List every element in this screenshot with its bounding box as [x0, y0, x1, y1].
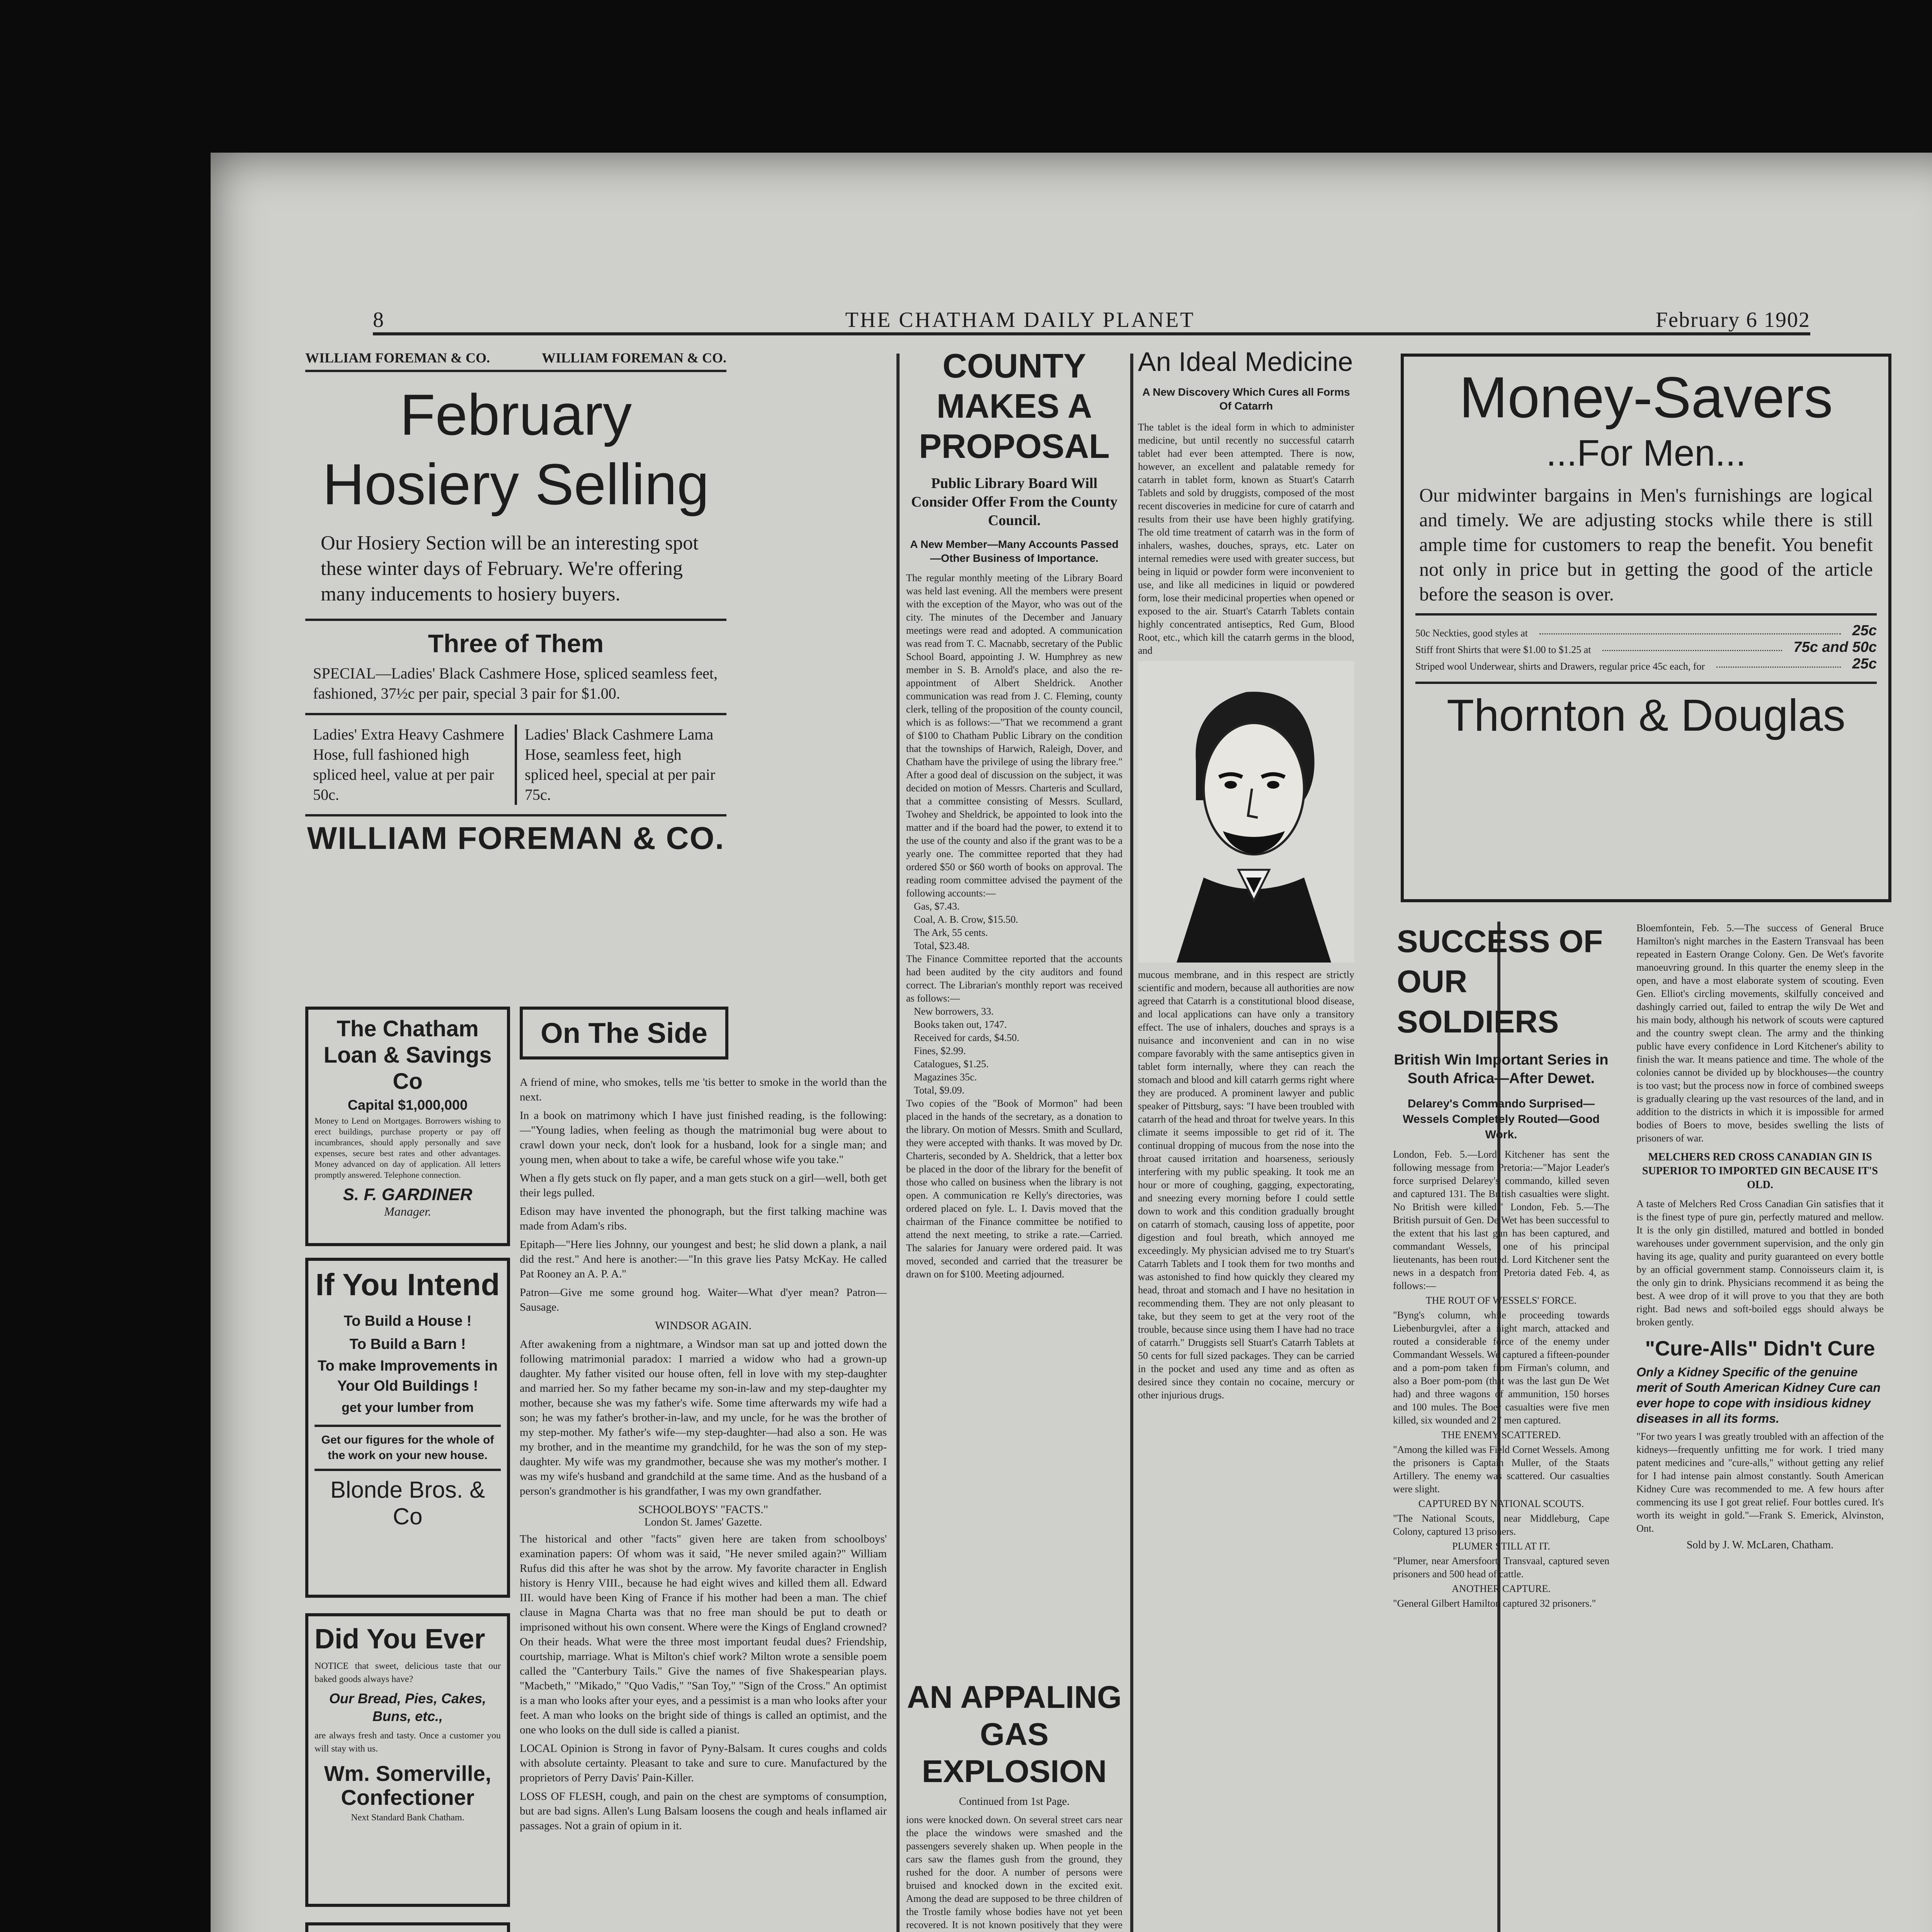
special-item: SPECIAL—Ladies' Black Cashmere Hose, spliced seamless feet, fashioned, 37½c per pair, special 3 pair for $1.00.: [313, 665, 718, 702]
somerville-ad: [305, 1613, 510, 1907]
right-narrow-column: [1636, 922, 1884, 1932]
county-report-4: Fines, $2.99.: [914, 1045, 966, 1056]
somerville-title: Did You Ever: [315, 1624, 485, 1655]
side-para-1: A friend of mine, who smokes, tells me 'tis better to smoke in the world than the next.: [520, 1076, 887, 1103]
side-para-6: Patron—Give me some ground hog. Waiter—What d'yer mean? Patron—Sausage.: [520, 1286, 887, 1313]
explosion-headline: AN APPALING GAS EXPLOSION: [907, 1680, 1122, 1789]
money-item-3-price: 25c: [1852, 656, 1877, 672]
cureall-body: "For two years I was greatly troubled with an affection of the kidneys—frequently unfitting me for work. I tried many patent medicines and "cure-alls," without getting any relief for I had intense pain almost constantly. South American Kidney Cure was recommended to me. A few hours after commencing its use I got great relief. Four bottles cured. It's worth its weight in gold."—Frank S. Emerick, Alvinston, Ont.: [1636, 1431, 1884, 1534]
soldiers-p1: "Byng's column, while proceeding towards Liebenburgvlei, after a night march, attacked and routed a considerable force of the enemy under Commandant Wessels. We captured a fifteen-pounder and a pom-pom taken from Firman's column, and also a Boer pom-pom (that was the last gun De Wet had) and three wagons of ammunition, 150 horses and 100 mules. The Boer casualties were five men killed, six wounded and 27 men captured.: [1393, 1310, 1609, 1426]
county-account-4: Total, $23.48.: [914, 940, 970, 951]
foreman-footer: WILLIAM FOREMAN & CO.: [307, 821, 725, 856]
somerville-name: Wm. Somerville, Confectioner: [324, 1761, 492, 1810]
soldiers-h4: PLUMER STILL AT IT.: [1452, 1541, 1550, 1552]
side-para-2: In a book on matrimony which I have just finished reading, is the following:—"Young ladies, when feeling as though the matrimonial bug were about to crawl down your neck, don't look for a husband, look for a single man; and young men, when about to take a wife, be careful whose wife you take.": [520, 1109, 887, 1166]
somerville-body: are always fresh and tasty. Once a customer you will stay with us.: [315, 1731, 501, 1754]
explosion-continued: Continued from 1st Page.: [959, 1796, 1070, 1808]
column-rule: [896, 354, 900, 1932]
county-report-6: Magazines 35c.: [914, 1071, 977, 1083]
blonde-line-3: To make Improvements in Your Old Buildings !: [318, 1358, 498, 1394]
facts-body: The historical and other "facts" given here are taken from schoolboys' examination papers: Of whom was it said, "He never smiled again?" William Rufus did this after he was shot by the arrow. My favorite character in English history is Henry VIII., because he had eight wives and killed them all. Edward III. would have been King of France if his mother had been a man. The chief clause in Magna Charta was that no free man should be put to death or imprisoned without his own consent. Where were the Kings of England crowned? On their heads. What were the three most important feudal dues? Friendship, courtship, marriage. What is Milton's chief work? Milton wrote a sensible poem called the "Canterbury Tails." Give the names of five Shakespearian plays. "Macbeth," "Mikado," "Quo Vadis," "San Toy," "Sign of the Cross." An optimist is a man who looks after your eyes, and a pessimist is a man who looks after your feet. A man who looks on the bright side of things is called an optimist, and the one who looks on the dull side is called a pianist.: [520, 1533, 887, 1736]
money-item-2-price: 75c and 50c: [1793, 639, 1877, 655]
side-para-4: Edison may have invented the phonograph, but the first talking machine was made from Adam's ribs.: [520, 1205, 887, 1232]
bank-body: Money to Lend on Mortgages. Borrowers wishing to erect buildings, purchase property or pay off incumbrances, should apply personally and save expenses, secure best rates and other advantages. Money advanced on day of application. All letters promptly answered. Telephone connection.: [315, 1116, 501, 1180]
county-body: The regular monthly meeting of the Library Board was held last evening. All the members were present with the exception of the Mayor, who was out of the city. The minutes of the December and January meetings were read and adopted. A communication was read from T. C. Macnabb, secretary of the Public School Board, appointing J. W. Humphrey as new member in S. B. Arnold's place, and also the re-appointment of Albert Sheldrick. Another communication was read from J. C. Fleming, county clerk, telling of the proposition of the county council, which is as follows:—"That we recommend a grant of $100 to Chatham Public Library on the condition that the townships of Harwich, Raleigh, Dover, and Chatham have the privilege of using the library free." After a good deal of discussion on the subject, it was decided on motion of Messrs. Charteris and Scullard, that a committee consisting of Messrs. Scullard, Twohey and Sheldrick, be appointed to look into the matter and if the board had the power, to extend it to the use of the county and also if the grant was to be a yearly one. The committee reported that they had ordered $50 or $60 worth of books on approval. The reading room committee advised the payment of the following accounts:—: [906, 572, 1122, 899]
county-report-5: Catalogues, $1.25.: [914, 1058, 989, 1070]
soldiers-h3: CAPTURED BY NATIONAL SCOUTS.: [1418, 1498, 1584, 1509]
bank-ad: [305, 1007, 510, 1246]
facts-source: London St. James' Gazette.: [644, 1516, 762, 1528]
county-report-2: Books taken out, 1747.: [914, 1019, 1007, 1030]
ideal-headline: An Ideal Medicine: [1138, 347, 1353, 377]
soldiers-deck: British Win Important Series in South Africa—After Dewet.: [1394, 1052, 1609, 1087]
cureall-sold: Sold by J. W. McLaren, Chatham.: [1686, 1539, 1834, 1551]
item-left: Ladies' Extra Heavy Cashmere Hose, full fashioned high spliced heel, value at per pair 50c.: [305, 724, 517, 805]
cureall-head: "Cure-Alls" Didn't Cure: [1645, 1337, 1875, 1360]
windsor-body: After awakening from a nightmare, a Windsor man sat up and jotted down the following matrimonial paradox: I married a widow who had a grown-up daughter. My father visited our house often, fell in love with my step-daughter and married her. So my father became my son-in-law and my step-daughter my mother, because she was my father's wife. Some time afterwards my wife had a son; he was my father's brother-in-law, and my uncle, for he was the brother of my step-mother. My father's wife—my step-daughter—had also a son. He was my brother, and in the meantime my grandchild, for he was the son of my step-daughter. My wife was my grandmother, because she was my mother's mother. I was my wife's husband and grandchild at the same time. And as the husband of a person's grandmother is his grandfather, I was my own grandfather.: [520, 1338, 887, 1497]
somerville-address: Next Standard Bank Chatham.: [351, 1813, 464, 1823]
blonde-firm: Blonde Bros. & Co: [330, 1477, 485, 1529]
side-para-5: Epitaph—"Here lies Johnny, our youngest and best; he slid down a plank, a nail did the rest." And here is another:—"In this grave lies Patsy McKay. He called Pat Rooney an A. P. A.": [520, 1238, 887, 1280]
column-rule: [1130, 354, 1133, 1932]
money-body: Our midwinter bargains in Men's furnishings are logical and timely. We are adjusting stocks while there is still ample time for customers to reap the benefit. You benefit not only in price but in getting the good of the article before the season is over.: [1419, 484, 1873, 605]
blonde-title: If You Intend: [315, 1267, 500, 1302]
county-deck: Public Library Board Will Consider Offer From the County Council.: [911, 475, 1118, 529]
facts-head: SCHOOLBOYS' "FACTS.": [638, 1503, 769, 1516]
foreman-top-right: WILLIAM FOREMAN & CO.: [542, 350, 726, 366]
soldiers-headline: SUCCESS OF OUR SOLDIERS: [1397, 924, 1603, 1039]
ideal-column: [1138, 346, 1354, 1636]
money-savers-ad: [1401, 354, 1891, 902]
portrait-illustration: [1138, 661, 1354, 963]
soldiers-h5: ANOTHER CAPTURE.: [1452, 1583, 1551, 1594]
soldiers-deck2: Delarey's Commando Surprised—Wessels Completely Routed—Good Work.: [1403, 1097, 1600, 1141]
county-report-7: Total, $9.09.: [914, 1085, 965, 1096]
soldiers-h2: THE ENEMY SCATTERED.: [1441, 1429, 1561, 1440]
money-subhead: ...For Men...: [1546, 432, 1746, 474]
money-item-1-price: 25c: [1852, 622, 1877, 639]
blonde-line-2: To Build a Barn !: [349, 1336, 466, 1352]
cureall-bold: Only a Kidney Specific of the genuine merit of South American Kidney Cure can ever hope to cope with insidious kidney diseases in all its forms.: [1636, 1365, 1881, 1425]
hosiery-intro: Our Hosiery Section will be an interesting spot these winter days of February. We're offering many inducements to hosiery buyers.: [321, 532, 699, 605]
money-item-2-label: Stiff front Shirts that were $1.00 to $1.25 at: [1415, 644, 1591, 655]
county-deck2: A New Member—Many Accounts Passed—Other Business of Importance.: [910, 538, 1119, 564]
soldiers-h1: THE ROUT OF WESSELS' FORCE.: [1425, 1295, 1577, 1306]
bloemfontein-body: Bloemfontein, Feb. 5.—The success of General Bruce Hamilton's night marches in the Eastern Transvaal has been repeated in Eastern Orange Colony. Gen. De Wet's favorite manoeuvring ground. In this quarter the enemy sleep in the open, and have a most elaborate system of scouting. Even Gen. Elliot's circling movements, skilfully conceived and dashingly carried out, failed to entrap the wily De Wet and his main body, although his network of scouts were captured and the country swept clean. The army and the thinking public have every confidence in Lord Kitchener's ability to finish the war. It means patience and time. The whole of the colonies cannot be divided up by blockhouses—the country is too vast; but the process now in force of combined sweeps is gradually clearing up the vast resources of the land, and in addition to the districts in which it is impossible for armed bodies of Boers to move, besides swelling the lists of prisoners of war.: [1636, 922, 1884, 1144]
bank-capital: Capital $1,000,000: [347, 1097, 468, 1113]
page-number: 8: [373, 308, 384, 332]
county-body2: The Finance Committee reported that the accounts had been audited by the city auditors and found correct. The Librarian's monthly report was received as follows:—: [906, 953, 1122, 1004]
soldiers-p4: "Plumer, near Amersfoort, Transvaal, captured seven prisoners and 500 head of cattle.: [1393, 1555, 1609, 1580]
money-item-1-label: 50c Neckties, good styles at: [1415, 628, 1528, 639]
somerville-notice: NOTICE that sweet, delicious taste that our baked goods always have?: [315, 1661, 501, 1684]
melchers-head: MELCHERS RED CROSS CANADIAN GIN IS SUPERIOR TO IMPORTED GIN BECAUSE IT'S OLD.: [1642, 1151, 1878, 1191]
meynell-ad: [305, 1922, 510, 1932]
soldiers-p2: "Among the killed was Field Cornet Wessels. Among the prisoners is Captain Muller, of the Staats Artillery. The enemy was scattered. Our casualties were slight.: [1393, 1444, 1609, 1495]
ideal-deck: A New Discovery Which Cures all Forms Of Catarrh: [1142, 386, 1350, 412]
blonde-line-4: get your lumber from: [342, 1400, 474, 1415]
three-heading: Three of Them: [428, 629, 604, 658]
blonde-figures: Get our figures for the whole of the work on your new house.: [321, 1434, 494, 1462]
county-account-1: Gas, $7.43.: [914, 901, 960, 912]
soldiers-column: [1393, 922, 1609, 1932]
newspaper-page: [211, 153, 1932, 1932]
soldiers-p3: "The National Scouts, near Middleburg, Cape Colony, captured 13 prisoners.: [1393, 1513, 1609, 1537]
foreman-top-left: WILLIAM FOREMAN & CO.: [305, 350, 490, 366]
issue-date: February 6 1902: [1655, 308, 1810, 332]
ideal-body2: mucous membrane, and in this respect are strictly scientific and modern, because all authorities are now agreed that Catarrh is a constitutional blood disease, and local applications can have only a transitory effect. The use of inhalers, douches and sprays is a nuisance and inconvenient and can in no wise compare favorably with the same antiseptics given in tablet form internally, where they can reach the stomach and blood and kill catarrh germs right where they are produced. A prominent lawyer and public speaker of Pittsburg, says: "I have been troubled with catarrh of the head and throat for twelve years. In this climate it seems impossible to get rid of it. The continual dropping of mucous from the nose into the throat caused irritation and hoarseness, seriously interfering with my public speaking. It took me an hour or more of coughing, gagging, expectorating, and sneezing every morning before I could settle down to work and this condition gradually brought on catarrh of stomach, causing loss of appetite, poor digestion and foul breath, which annoyed me exceedingly. My physician advised me to try Stuart's Catarrh Tablets and I took them for two months and was astonished to find how quickly they cleared my head, throat and stomach and I have no hesitation in recommending them. They are not only pleasant to take, but they seem to get at the very root of the trouble, because since using them I have had no trace of catarrh." Druggists sell Stuart's Catarrh Tablets at 50 cents for full sized packages. They can be carried in the pocket and used any time and as often as desired since they contain no cocaine, mercury or other injurious drugs.: [1138, 969, 1354, 1401]
side-para-3: When a fly gets stuck on fly paper, and a man gets stuck on a girl—well, both get their legs pulled.: [520, 1172, 887, 1199]
melchers-body: A taste of Melchers Red Cross Canadian Gin satisfies that it is the finest type of pure gin, perfectly matured and mellow. It is the only gin distilled, matured and bottled in bonded warehouses under government supervision, and the only gin having its age, quality and purity guaranteed on every bottle by an official government stamp. Connoisseurs claim it, is the only gin to drink. Physicians recommend it as being the best. A wee drop of it will prove to you that they are both right. Bad news and soft-boiled eggs should always be broken gently.: [1636, 1198, 1884, 1328]
county-report-1: New borrowers, 33.: [914, 1006, 994, 1017]
bank-title: The Chatham Loan & Savings Co: [323, 1016, 492, 1094]
county-column: [906, 346, 1122, 1652]
local-opinion: LOCAL Opinion is Strong in favor of Pyny-Balsam. It cures coughs and colds with absolute certainty. Pleasant to take and sure to cure. Manufactured by the proprietors of Perry Davis' Pain-Killer.: [520, 1742, 887, 1784]
hosiery-headline: February Hosiery Selling: [322, 382, 709, 517]
money-headline: Money-Savers: [1459, 365, 1833, 430]
bank-manager: S. F. GARDINER: [343, 1185, 473, 1204]
on-the-side-title: On The Side: [520, 1007, 728, 1060]
soldiers-p5: "General Gilbert Hamilton captured 32 prisoners.": [1393, 1598, 1596, 1609]
loss-of-flesh: LOSS OF FLESH, cough, and pain on the chest are symptoms of consumption, but are bad signs. Allen's Lung Balsam loosens the cough and heals inflamed air passages. Not a grain of opium in it.: [520, 1790, 887, 1832]
item-right: Ladies' Black Cashmere Lama Hose, seamless feet, high spliced heel, special at per pair 75c.: [525, 726, 716, 803]
county-headline: COUNTY MAKES A PROPOSAL: [919, 347, 1110, 465]
blonde-line-1: To Build a House !: [344, 1313, 472, 1329]
masthead: [373, 301, 1810, 335]
bank-manager-title: Manager.: [384, 1204, 431, 1218]
soldiers-body: London, Feb. 5.—Lord Kitchener has sent the following message from Pretoria:—"Major Leader's force surprised Delarey's commando, killed seven and captured 131. The British casualties were slight. No British were killed." London, Feb. 5.—The British pursuit of Gen. De Wet has been successful to the extent that his last gun has been captured, and commandant Wessels, one of his principal lieutenants, has been routed. Lord Kitchener sent the news in a despatch from Pretoria dated Feb. 4, as follows:—: [1393, 1149, 1609, 1291]
blonde-ad: [305, 1258, 510, 1598]
county-report-3: Received for cards, $4.50.: [914, 1032, 1019, 1043]
foreman-ad: [305, 346, 726, 925]
on-the-side-column: [520, 1007, 887, 1932]
money-item-3-label: Striped wool Underwear, shirts and Drawers, regular price 45c each, for: [1415, 661, 1705, 672]
windsor-head: WINDSOR AGAIN.: [655, 1319, 752, 1332]
explosion-column: [906, 1679, 1122, 1932]
county-body3: Two copies of the "Book of Mormon" had been placed in the hands of the secretary, as a donation to the library. On motion of Messrs. Smith and Scullard, they were accepted with thanks. It was moved by Dr. Charteris, seconded by A. Sheldrick, that a letter box be placed in the door of the library for the benefit of those who called on business when the library is not open. A communication re Kelly's directories, was ordered placed on fyle. L. I. Davis moved that the chairman of the Finance committee be notified to attend the next meeting, to strike a rate.—Carried. The salaries for January were ordered paid. It was moved, seconded and carried that the treasurer be drawn on for $100. Meeting adjourned.: [906, 1098, 1122, 1280]
money-firm: Thornton & Douglas: [1447, 690, 1845, 740]
explosion-body: ions were knocked down. On several street cars near the place the windows were smashed and the passengers severely shaken up. When people in the cars saw the flames gush from the ground, they rushed for the door. A number of persons were bruised and knocked down in the excited exit. Among the dead are supposed to be three children of the Trostle family whose bodies have not yet been recovered. It is not known positively that they were: [906, 1814, 1122, 1930]
county-account-2: Coal, A. B. Crow, $15.50.: [914, 914, 1018, 925]
paper-title: THE CHATHAM DAILY PLANET: [845, 308, 1195, 332]
county-account-3: The Ark, 55 cents.: [914, 927, 988, 938]
somerville-goods: Our Bread, Pies, Cakes, Buns, etc.,: [329, 1690, 486, 1724]
ideal-body: The tablet is the ideal form in which to administer medicine, but until recently no successful catarrh tablet had ever been attempted. There is now, however, an excellent and palatable remedy for catarrh in tablet form, known as Stuart's Catarrh Tablets and sold by druggists, composed of the most recent discoveries in medicine for cure of catarrh and results from their use have been highly gratifying. The old time treatment of catarrh was in the form of inhalers, washes, douches, sprays, etc. Later on internal remedies were used with greater success, but being in liquid or powder form were inconvenient to use, and like all medicines in liquid or powdered form, lose their medicinal properties when opened or exposed to the air. Stuart's Catarrh Tablets contain highly concentrated antiseptics, Red Gum, Blood Root, etc., which kill the catarrh germs in the blood, and: [1138, 422, 1354, 656]
